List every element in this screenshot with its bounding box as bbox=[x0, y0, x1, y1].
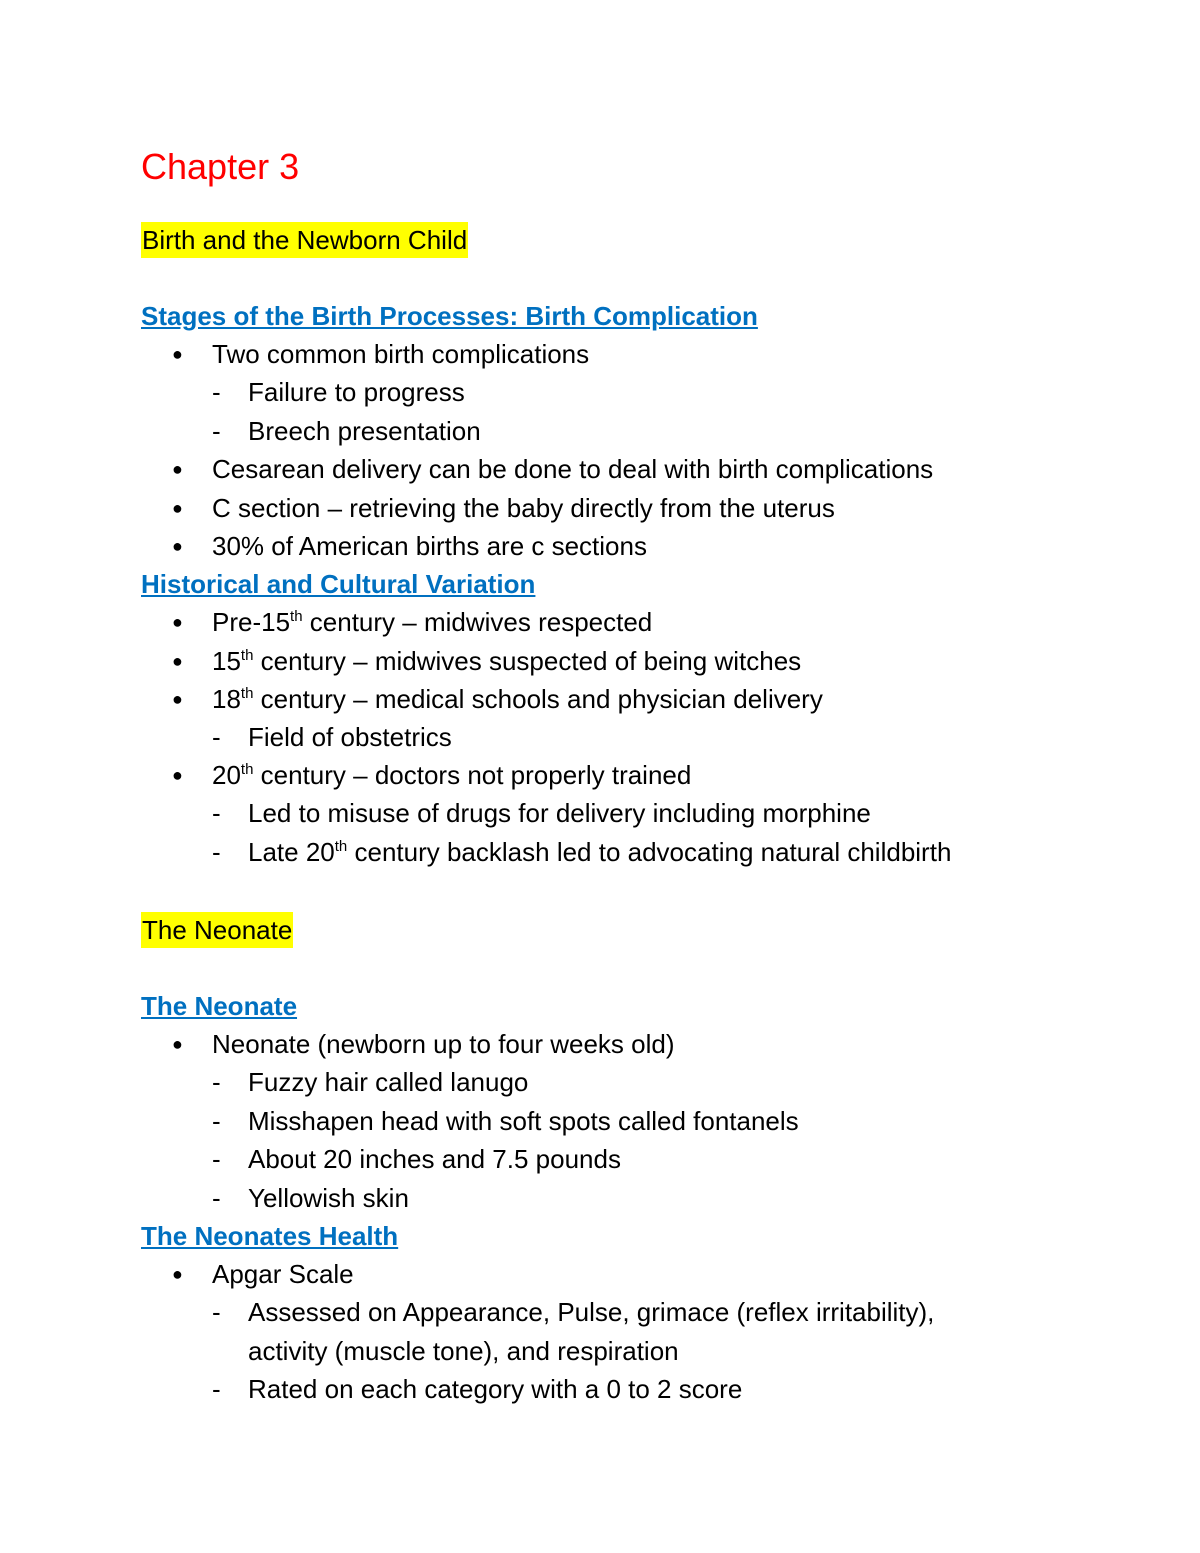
list-item bbox=[172, 681, 823, 717]
sub-list-item-text: century backlash led to advocating natural childbirth bbox=[347, 837, 952, 867]
heading-the-neonate: The Neonate bbox=[141, 991, 298, 1021]
superscript: th bbox=[240, 685, 254, 702]
list-item-text: 30% of American births are c sections bbox=[212, 531, 647, 561]
superscript: th bbox=[334, 838, 348, 855]
bullet-icon: ● bbox=[172, 498, 183, 518]
dash-icon: - bbox=[212, 1106, 221, 1136]
list-item bbox=[172, 757, 691, 793]
list-item-text: 20 bbox=[212, 760, 241, 790]
sub-list-item-text: Assessed on Appearance, Pulse, grimace (reflex irritability), bbox=[248, 1297, 935, 1327]
list-item bbox=[172, 1026, 675, 1062]
bullet-icon: ● bbox=[172, 1034, 183, 1054]
sub-list-item bbox=[212, 1294, 934, 1330]
sub-list-item bbox=[212, 795, 871, 831]
list-item-text: Pre-15 bbox=[212, 607, 291, 637]
list-item-text: C section – retrieving the baby directly from the uterus bbox=[212, 493, 835, 523]
sub-list-item-text: Late 20 bbox=[248, 837, 335, 867]
heading-historical-variation: Historical and Cultural Variation bbox=[141, 569, 536, 599]
list-item-text: century – midwives suspected of being witches bbox=[253, 646, 802, 676]
sub-list-item bbox=[212, 1141, 621, 1177]
dash-icon: - bbox=[212, 416, 221, 446]
sub-list-item-continuation bbox=[212, 1333, 679, 1369]
sub-list-item bbox=[212, 1180, 409, 1216]
bullet-icon: ● bbox=[172, 651, 183, 671]
list-item-text: Two common birth complications bbox=[212, 339, 590, 369]
sub-list-item-text: Fuzzy hair called lanugo bbox=[248, 1067, 529, 1097]
list-item bbox=[172, 451, 933, 487]
list-item-text: Cesarean delivery can be done to deal with birth complications bbox=[212, 454, 934, 484]
sub-list-item bbox=[212, 413, 481, 449]
list-item-text: 15 bbox=[212, 646, 241, 676]
dash-icon: - bbox=[212, 1144, 221, 1174]
sub-list-item bbox=[212, 834, 951, 870]
heading-neonates-health: The Neonates Health bbox=[141, 1221, 399, 1251]
superscript: th bbox=[240, 647, 254, 664]
list-item-text: Neonate (newborn up to four weeks old) bbox=[212, 1029, 675, 1059]
sub-list-item bbox=[212, 1064, 528, 1100]
list-item bbox=[172, 643, 801, 679]
sub-list-item-text: Field of obstetrics bbox=[248, 722, 452, 752]
list-item bbox=[172, 528, 647, 564]
superscript: th bbox=[290, 608, 303, 625]
list-item bbox=[172, 604, 652, 640]
dash-icon: - bbox=[212, 1183, 221, 1213]
sub-list-item bbox=[212, 719, 452, 755]
section-highlight-neonate: The Neonate bbox=[141, 912, 293, 948]
list-item-text: 18 bbox=[212, 684, 241, 714]
bullet-icon: ● bbox=[172, 612, 183, 632]
bullet-icon: ● bbox=[172, 1264, 183, 1284]
sub-list-item bbox=[212, 374, 465, 410]
dash-icon: - bbox=[212, 1374, 221, 1404]
bullet-icon: ● bbox=[172, 344, 183, 364]
list-item bbox=[172, 336, 589, 372]
dash-icon: - bbox=[212, 377, 221, 407]
list-item-text: Apgar Scale bbox=[212, 1259, 354, 1289]
sub-list-item-text: Yellowish skin bbox=[248, 1183, 409, 1213]
sub-list-item-text: Breech presentation bbox=[248, 416, 481, 446]
dash-icon: - bbox=[212, 1067, 221, 1097]
chapter-title: Chapter 3 bbox=[141, 146, 300, 187]
dash-icon: - bbox=[212, 1297, 221, 1327]
sub-list-item bbox=[212, 1103, 799, 1139]
list-item-text: century – doctors not properly trained bbox=[253, 760, 692, 790]
list-item-text: century – medical schools and physician delivery bbox=[253, 684, 823, 714]
heading-birth-complication: Stages of the Birth Processes: Birth Complication bbox=[141, 301, 758, 331]
dash-icon: - bbox=[212, 837, 221, 867]
dash-icon: - bbox=[212, 722, 221, 752]
list-item-text: century – midwives respected bbox=[302, 607, 653, 637]
sub-list-item-text: activity (muscle tone), and respiration bbox=[248, 1336, 679, 1366]
sub-list-item-text: Led to misuse of drugs for delivery including morphine bbox=[248, 798, 871, 828]
superscript: th bbox=[240, 761, 254, 778]
bullet-icon: ● bbox=[172, 459, 183, 479]
sub-list-item-text: About 20 inches and 7.5 pounds bbox=[248, 1144, 621, 1174]
bullet-icon: ● bbox=[172, 689, 183, 709]
bullet-icon: ● bbox=[172, 536, 183, 556]
section-highlight-birth: Birth and the Newborn Child bbox=[141, 222, 468, 258]
sub-list-item-text: Rated on each category with a 0 to 2 score bbox=[248, 1374, 743, 1404]
list-item bbox=[172, 490, 835, 526]
sub-list-item-text: Misshapen head with soft spots called fontanels bbox=[248, 1106, 799, 1136]
dash-icon: - bbox=[212, 798, 221, 828]
sub-list-item-text: Failure to progress bbox=[248, 377, 465, 407]
sub-list-item bbox=[212, 1371, 742, 1407]
list-item bbox=[172, 1256, 354, 1292]
bullet-icon: ● bbox=[172, 765, 183, 785]
